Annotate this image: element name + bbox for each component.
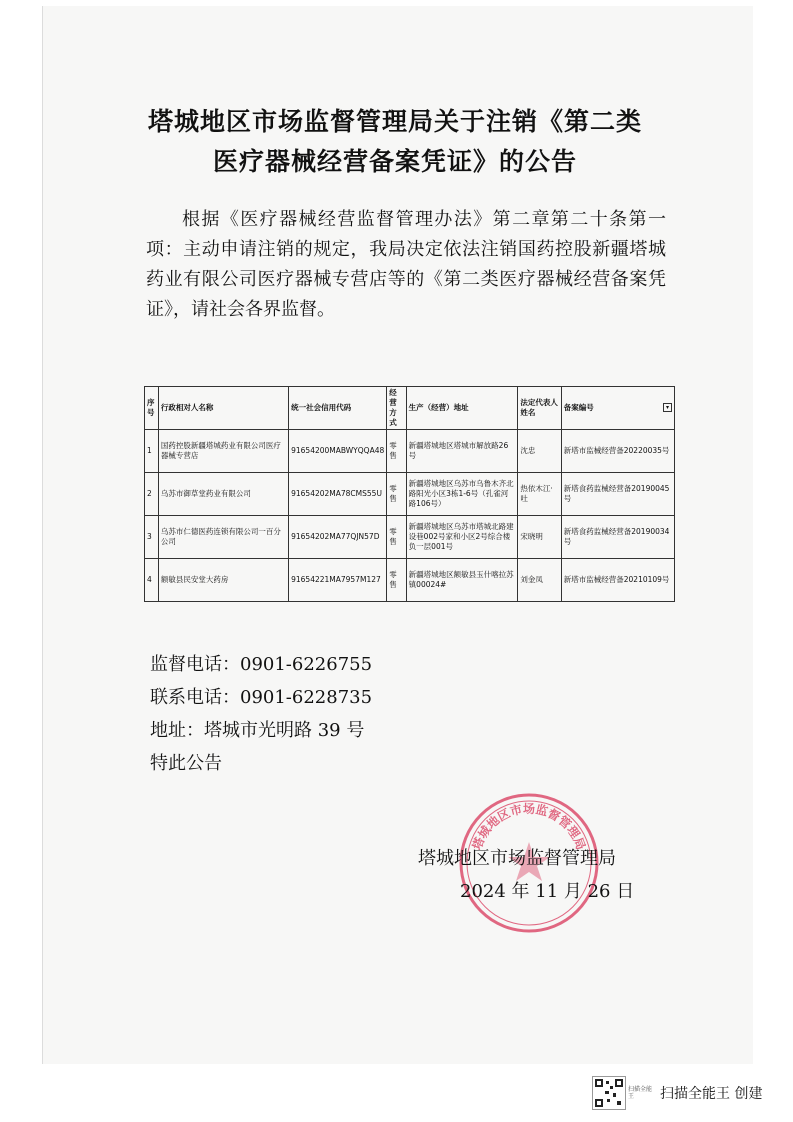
qr-pattern [593, 1077, 625, 1109]
closing-line: 特此公告 [150, 753, 222, 774]
cell-filing-number: 新塔食药监械经营备20190045号 [561, 473, 674, 516]
deregistration-table [144, 386, 675, 602]
address: 地址：塔城市光明路 39 号 [150, 720, 365, 741]
header-filing-number [561, 387, 674, 430]
cell-name: 乌苏市御草堂药业有限公司 [158, 473, 288, 516]
table-row [145, 516, 675, 559]
qr-code-icon [592, 1076, 626, 1110]
header-filing-number-label: 备案编号 [563, 403, 594, 412]
issue-date: 2024 年 11 月 26 日 [460, 881, 635, 902]
cell-legal-rep: 热依木江·吐 [518, 473, 561, 516]
cell-index: 4 [145, 559, 159, 602]
scan-edge [42, 6, 43, 1064]
cell-name: 国药控股新疆塔城药业有限公司医疗器械专营店 [158, 430, 288, 473]
cell-address: 新疆塔城地区乌苏市塔城北路建设巷002号家和小区2号综合楼负一层001号 [406, 516, 518, 559]
header-name: 行政相对人名称 [158, 387, 288, 430]
seal-text: 塔城地区市场监督管理局 [469, 801, 589, 852]
signature-block [418, 842, 634, 908]
scanner-logo: 扫描全能王 [628, 1086, 653, 1100]
header-business-mode: 经营方式 [387, 387, 406, 430]
filter-dropdown-icon[interactable]: ▾ [663, 403, 672, 412]
cell-legal-rep: 沈忠 [518, 430, 561, 473]
supervision-phone: 监督电话：0901-6226755 [150, 654, 373, 675]
cell-address: 新疆塔城地区塔城市解放路26号 [406, 430, 518, 473]
title-line-2: 医疗器械经营备案凭证》的公告 [212, 147, 577, 176]
cell-credit-code: 91654221MA7957M127 [289, 559, 387, 602]
title-line-1: 塔城地区市场监督管理局关于注销《第二类 [147, 107, 642, 136]
cell-address: 新疆塔城地区乌苏市乌鲁木齐北路阳光小区3栋1-6号（孔雀河路106号） [406, 473, 518, 516]
table-row [145, 430, 675, 473]
watermark-label: 扫描全能王 创建 [660, 1086, 763, 1102]
table-row [145, 559, 675, 602]
table-row [145, 473, 675, 516]
cell-credit-code: 91654202MA78CMS55U [289, 473, 387, 516]
cell-business-mode: 零售 [387, 473, 406, 516]
cell-credit-code: 91654200MABWYQQA48 [289, 430, 387, 473]
header-credit-code: 统一社会信用代码 [289, 387, 387, 430]
cell-legal-rep: 宋晓明 [518, 516, 561, 559]
scanner-watermark [592, 1076, 762, 1110]
cell-business-mode: 零售 [387, 516, 406, 559]
cell-legal-rep: 刘金凤 [518, 559, 561, 602]
header-legal-rep: 法定代表人姓名 [518, 387, 561, 430]
cell-name: 额敏县民安堂大药房 [158, 559, 288, 602]
header-index: 序号 [145, 387, 159, 430]
cell-index: 1 [145, 430, 159, 473]
cell-address: 新疆塔城地区额敏县玉什喀拉苏镇00024# [406, 559, 518, 602]
contact-info [150, 648, 372, 780]
cell-name: 乌苏市仁德医药连锁有限公司一百分公司 [158, 516, 288, 559]
issuer-name: 塔城地区市场监督管理局 [418, 848, 616, 869]
cell-index: 2 [145, 473, 159, 516]
body-paragraph: 根据《医疗器械经营监督管理办法》第二章第二十条第一项：主动申请注销的规定，我局决定依法注销国药控股新疆塔城药业有限公司医疗器械专营店等的《第二类医疗器械经营备案凭证》，请社会各界监督。 [146, 209, 666, 320]
cell-business-mode: 零售 [387, 559, 406, 602]
cell-filing-number: 新塔市监械经营备20210109号 [561, 559, 674, 602]
table-header-row [145, 387, 675, 430]
notice-body [146, 205, 666, 325]
cell-credit-code: 91654202MA77QJN57D [289, 516, 387, 559]
cell-filing-number: 新塔市监械经营备20220035号 [561, 430, 674, 473]
cell-business-mode: 零售 [387, 430, 406, 473]
header-address: 生产（经营）地址 [406, 387, 518, 430]
notice-title [95, 102, 695, 182]
cell-filing-number: 新塔食药监械经营备20190034号 [561, 516, 674, 559]
cell-index: 3 [145, 516, 159, 559]
contact-phone: 联系电话：0901-6228735 [150, 687, 373, 708]
